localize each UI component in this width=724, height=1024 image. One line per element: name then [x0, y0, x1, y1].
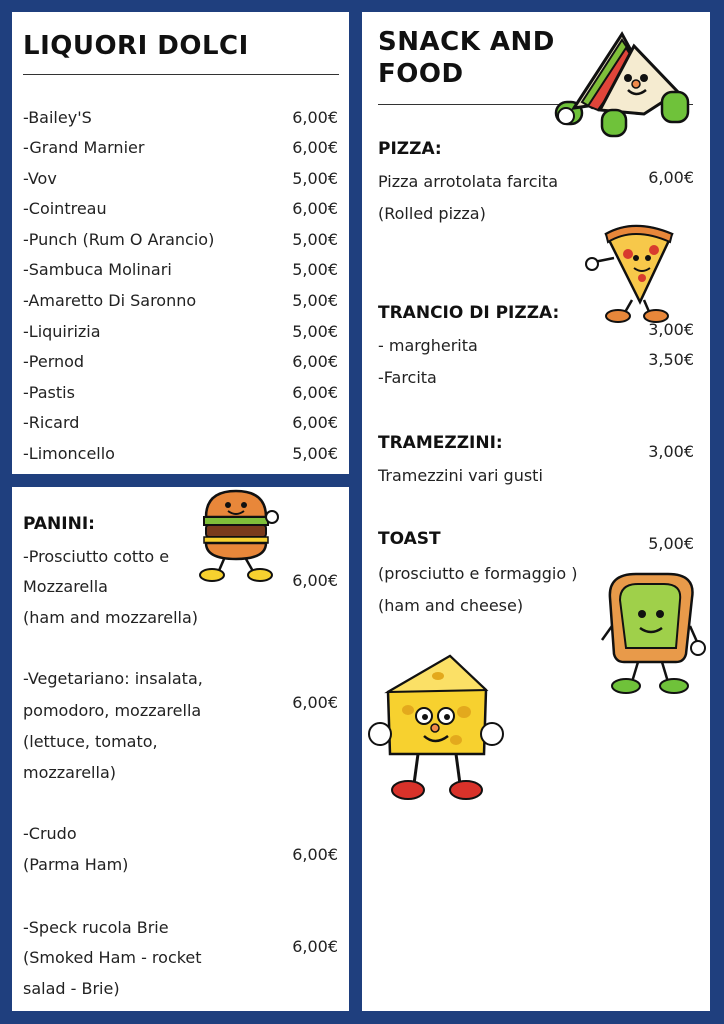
list-item: -Ricard	[23, 413, 80, 432]
tramezzini-price: 3,00€	[648, 442, 694, 461]
item-price: 5,00€	[292, 260, 338, 279]
tramezzini-heading: TRAMEZZINI:	[378, 433, 503, 453]
item-price: 5,00€	[292, 444, 338, 463]
burger-mascot-icon	[196, 487, 280, 583]
list-item: -Pastis	[23, 383, 75, 402]
item-price: 6,00€	[292, 383, 338, 402]
item-price: 5,00€	[292, 169, 338, 188]
panini-price: 6,00€	[292, 571, 338, 590]
list-item: -Punch (Rum O Arancio)	[23, 230, 215, 249]
liquori-dolci-panel	[12, 12, 349, 474]
panini-line: (ham and mozzarella)	[23, 608, 199, 627]
panini-line: -Crudo	[23, 824, 77, 843]
list-item: -Vov	[23, 169, 57, 188]
list-item: -Sambuca Molinari	[23, 260, 172, 279]
pizza-price: 6,00€	[648, 168, 694, 187]
list-item: -Liquirizia	[23, 322, 101, 341]
snack-title-line2: FOOD	[378, 59, 464, 89]
pizza-heading: PIZZA:	[378, 139, 442, 159]
pizza-desc: Pizza arrotolata farcita	[378, 172, 559, 191]
liquori-title: LIQUORI DOLCI	[23, 31, 249, 61]
item-price: 6,00€	[292, 108, 338, 127]
sandwich-mascot-icon	[544, 26, 694, 136]
tramezzini-desc: Tramezzini vari gusti	[378, 466, 543, 485]
cheese-mascot-icon	[368, 650, 498, 810]
panini-price: 6,00€	[292, 845, 338, 864]
panini-line: (Parma Ham)	[23, 855, 129, 874]
panini-line: salad - Brie)	[23, 979, 120, 998]
list-item: -Cointreau	[23, 199, 107, 218]
panini-line: Mozzarella	[23, 577, 108, 596]
toast-price: 5,00€	[648, 534, 694, 553]
pizza-desc-en: (Rolled pizza)	[378, 204, 486, 223]
pizza-slice-mascot-icon	[584, 216, 680, 326]
item-price: 6,00€	[292, 199, 338, 218]
panini-line: -Vegetariano: insalata,	[23, 669, 203, 688]
panini-line: -Prosciutto cotto e	[23, 547, 170, 566]
trancio-price-farcita: 3,50€	[648, 350, 694, 369]
item-price: 5,00€	[292, 230, 338, 249]
liquori-divider	[23, 74, 339, 75]
item-price: 6,00€	[292, 413, 338, 432]
toast-desc: (prosciutto e formaggio )	[378, 564, 578, 583]
item-price: 5,00€	[292, 291, 338, 310]
panini-line: pomodoro, mozzarella	[23, 701, 202, 720]
list-item: -Grand Marnier	[23, 138, 145, 157]
trancio-farcita: -Farcita	[378, 368, 437, 387]
item-price: 5,00€	[292, 322, 338, 341]
toast-heading: TOAST	[378, 529, 441, 549]
snack-title-line1: SNACK AND	[378, 27, 555, 57]
snack-and-food-panel	[362, 12, 710, 1011]
panini-price: 6,00€	[292, 693, 338, 712]
item-price: 6,00€	[292, 138, 338, 157]
list-item: -Amaretto Di Saronno	[23, 291, 197, 310]
item-price: 6,00€	[292, 352, 338, 371]
panini-line: (lettuce, tomato,	[23, 732, 158, 751]
toast-mascot-icon	[598, 568, 706, 694]
panini-line: -Speck rucola Brie	[23, 918, 169, 937]
list-item: -Bailey'S	[23, 108, 92, 127]
panini-price: 6,00€	[292, 937, 338, 956]
panini-panel	[12, 487, 349, 1011]
toast-desc-en: (ham and cheese)	[378, 596, 524, 615]
panini-line: (Smoked Ham - rocket	[23, 948, 202, 967]
panini-line: mozzarella)	[23, 763, 116, 782]
list-item: -Limoncello	[23, 444, 115, 463]
list-item: -Pernod	[23, 352, 85, 371]
panini-heading: PANINI:	[23, 514, 95, 534]
trancio-margherita: - margherita	[378, 336, 478, 355]
trancio-price-margherita: 3,00€	[648, 320, 694, 339]
trancio-heading: TRANCIO DI PIZZA:	[378, 303, 560, 323]
